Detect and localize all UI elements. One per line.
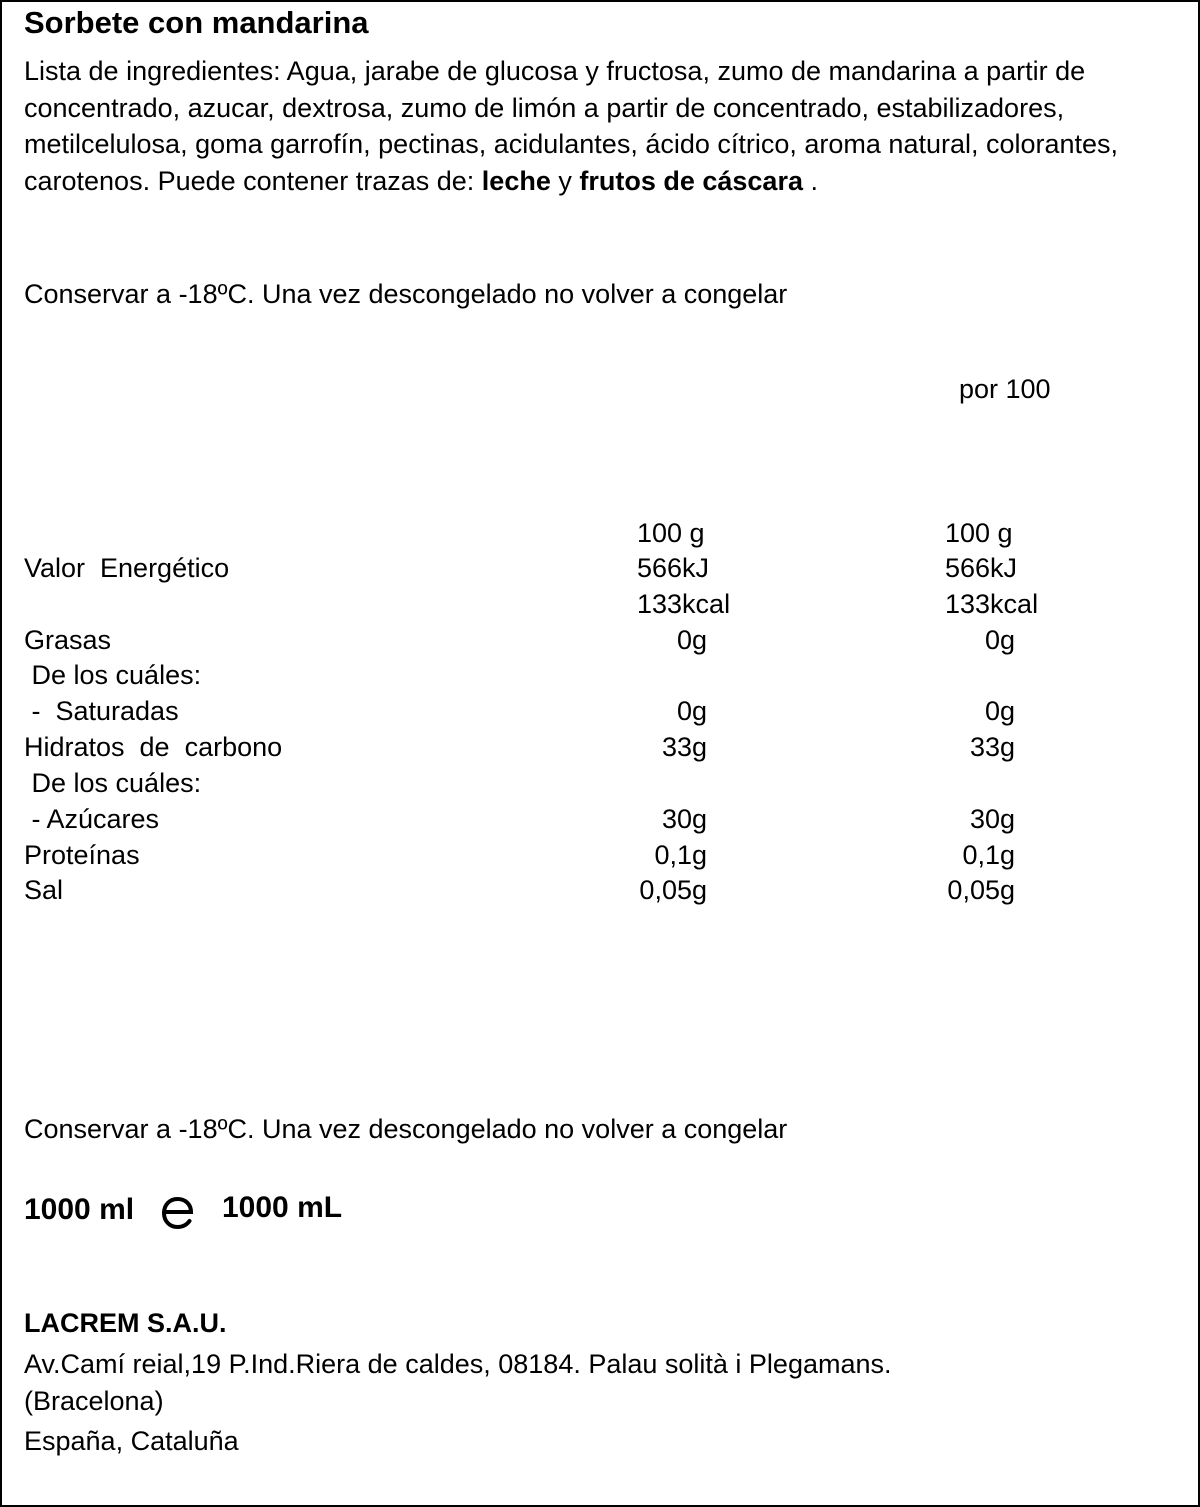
- nutrition-row-value-col1: 566kJ: [637, 553, 710, 583]
- storage-instructions-top: Conservar a -18ºC. Una vez descongelado no volver a congelar: [24, 279, 788, 309]
- nutrition-row-value-col2: 30g: [969, 804, 1015, 834]
- company-address-line3: España, Cataluña: [24, 1426, 239, 1456]
- nutrition-row-value-col2: 566kJ: [945, 553, 1018, 583]
- nutrition-row-value-col2: 0g: [984, 696, 1015, 726]
- nutrition-row-label: - Saturadas: [24, 696, 179, 726]
- nutrition-row-value-col1: 0,05g: [639, 875, 707, 905]
- nutrition-row-label: - Azúcares: [24, 804, 160, 834]
- nominal-volume: 1000 ml: [24, 1193, 135, 1226]
- estimated-volume: 1000 mL: [222, 1191, 343, 1224]
- e-mark-icon: [160, 1196, 196, 1230]
- company-name: LACREM S.A.U.: [24, 1308, 227, 1338]
- nutrition-row-value-col1: 0g: [676, 625, 707, 655]
- nutrition-row-label: De los cuáles:: [24, 660, 202, 690]
- company-address-line1: Av.Camí reial,19 P.Ind.Riera de caldes, 08184. Palau solità i Plegamans.: [24, 1349, 892, 1379]
- storage-instructions-bottom: Conservar a -18ºC. Una vez descongelado no volver a congelar: [24, 1114, 788, 1144]
- nutrition-row-value-col1: 0,1g: [654, 840, 707, 870]
- nutrition-row-label: Sal: [24, 875, 64, 905]
- nutrition-row-value-col2: 0g: [984, 625, 1015, 655]
- ingredients-text: Lista de ingredientes: Agua, jarabe de glucosa y fructosa, zumo de mandarina a partir de concentrado, azucar, dextrosa, zumo de limón a partir de concentrado, estabilizadores, metilcelulosa, goma garrofín, pectinas, acidulantes, ácido cítrico, aroma natural, colorantes, carotenos. Puede contener trazas de:: [24, 56, 1119, 196]
- ingredients-paragraph: [24, 53, 1174, 199]
- nutrition-row-value-col2: 133kcal: [945, 589, 1039, 619]
- nutrition-row-label: Proteínas: [24, 840, 140, 870]
- nutrition-row-value-col1: 133kcal: [637, 589, 731, 619]
- nutrition-row-label: De los cuáles:: [24, 768, 202, 798]
- nutrition-row-value-col1: 33g: [661, 732, 707, 762]
- nutrition-row-value-col2: 33g: [969, 732, 1015, 762]
- allergen-joiner: y: [550, 165, 580, 196]
- nutrition-col1-header: 100 g: [637, 518, 705, 548]
- allergen-nuts: frutos de cáscara: [579, 165, 803, 196]
- nutrition-row-value-col1: 0g: [676, 696, 707, 726]
- nutrition-row-value-col1: 30g: [661, 804, 707, 834]
- nutrition-row-label: Grasas: [24, 625, 112, 655]
- company-address-line2: (Bracelona): [24, 1386, 164, 1416]
- nutrition-per-label: por 100: [959, 374, 1051, 404]
- ingredients-end: .: [802, 165, 818, 196]
- nutrition-row-value-col2: 0,1g: [962, 840, 1015, 870]
- nutrition-row-value-col2: 0,05g: [947, 875, 1015, 905]
- nutrition-row-label: Hidratos de carbono: [24, 732, 283, 762]
- nutrition-row-label: Valor Energético: [24, 553, 230, 583]
- product-title: Sorbete con mandarina: [24, 5, 369, 40]
- nutrition-col2-header: 100 g: [945, 518, 1013, 548]
- allergen-milk: leche: [481, 165, 551, 196]
